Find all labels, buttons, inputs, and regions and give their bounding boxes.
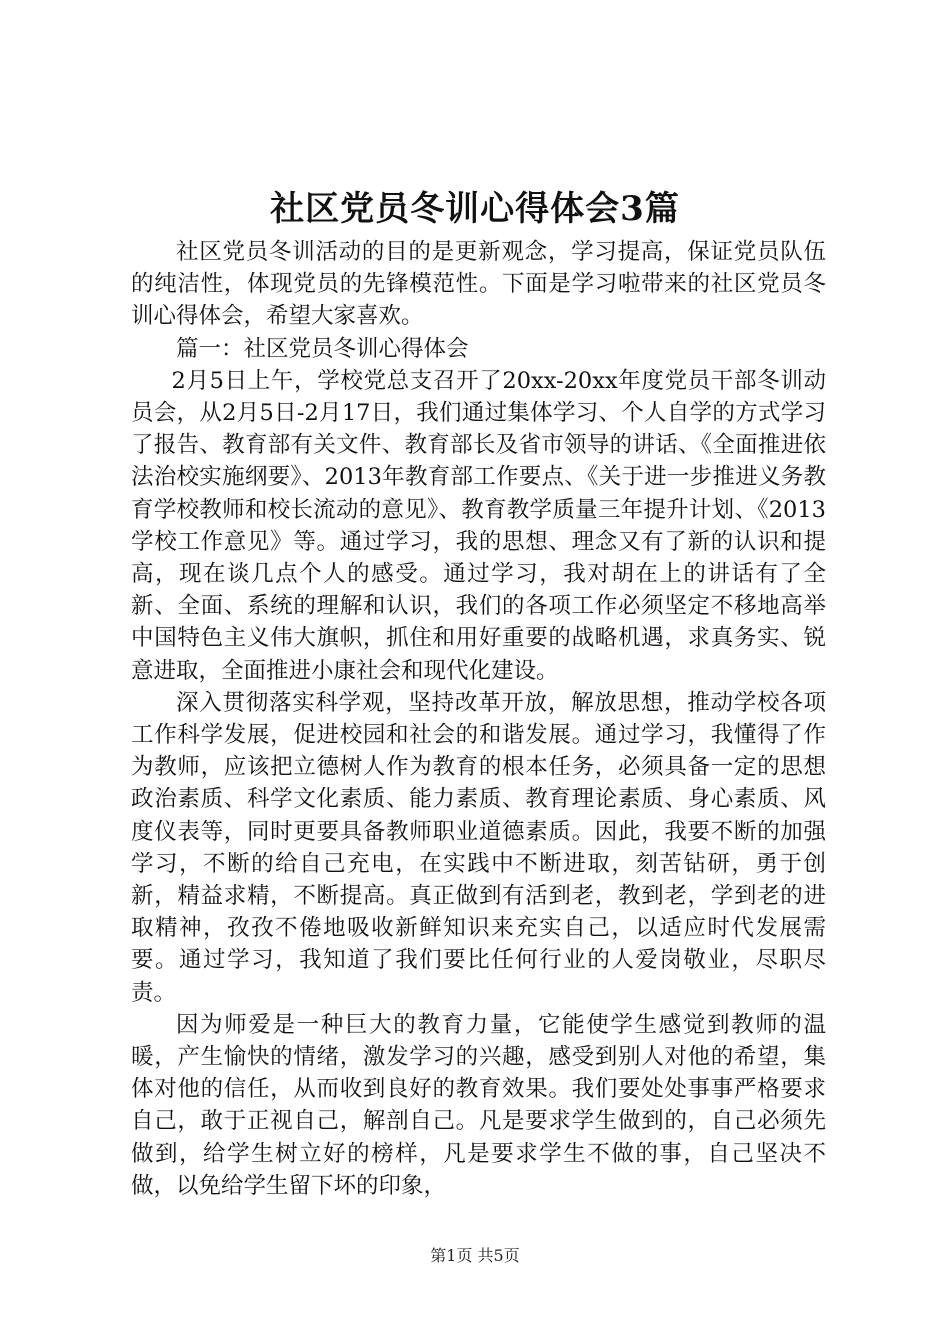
body-paragraph: 2月5日上午，学校党总支召开了20xx-20xx年度党员干部冬训动员会，从2月5日-2月17日，我们通过集体学习、个人自学的方式学习了报告、教育部有关文件、教育部长及省市领导的讲话、《全面推进依法治校实施纲要》、2013年教育部工作要点、《关于进一步推进义务教育学校教师和校长流动的意见》、教育教学质量三年提升计划、《2013学校工作意见》等。通过学习，我的思想、理念又有了新的认识和提高，现在谈几点个人的感受。通过学习，我对胡在上的讲话有了全新、全面、系统的理解和认识，我们的各项工作必须坚定不移地高举中国特色主义伟大旗帜，抓住和用好重要的战略机遇，求真务实、锐意进取，全面推进小康社会和现代化建设。: [131, 367, 826, 684]
section-heading: 篇一：社区党员冬训心得体会: [176, 335, 469, 362]
body-paragraph: 深入贯彻落实科学观，坚持改革开放，解放思想，推动学校各项工作科学发展，促进校园和社会的和谐发展。通过学习，我懂得了作为教师，应该把立德树人作为教育的根本任务，必须具备一定的思想政治素质、科学文化素质、能力素质、教育理论素质、身心素质、风度仪表等，同时更要具备教师职业道德素质。因此，我要不断的加强学习，不断的给自己充电，在实践中不断进取，刻苦钻研，勇于创新，精益求精，不断提高。真正做到有活到老，教到老，学到老的进取精神，孜孜不倦地吸收新鲜知识来充实自己，以适应时代发展需要。通过学习，我知道了我们要比任何行业的人爱岗敬业，尽职尽责。: [131, 689, 826, 1006]
document-body: [131, 236, 826, 1202]
body-paragraph: 因为师爱是一种巨大的教育力量，它能使学生感觉到教师的温暖，产生愉快的情绪，激发学习的兴趣，感受到别人对他的希望，集体对他的信任，从而收到良好的教育效果。我们要处处事事严格要求自己，敢于正视自己，解剖自己。凡是要求学生做到的，自己必须先做到，给学生树立好的榜样，凡是要求学生不做的事，自己坚决不做，以免给学生留下坏的印象，: [131, 1011, 826, 1199]
page-number-footer: 第1页 共5页: [430, 1246, 520, 1265]
document-title: 社区党员冬训心得体会3篇: [270, 189, 680, 229]
intro-paragraph: 社区党员冬训活动的目的是更新观念，学习提高，保证党员队伍的纯洁性，体现党员的先锋模范性。下面是学习啦带来的社区党员冬训心得体会，希望大家喜欢。: [131, 239, 826, 330]
